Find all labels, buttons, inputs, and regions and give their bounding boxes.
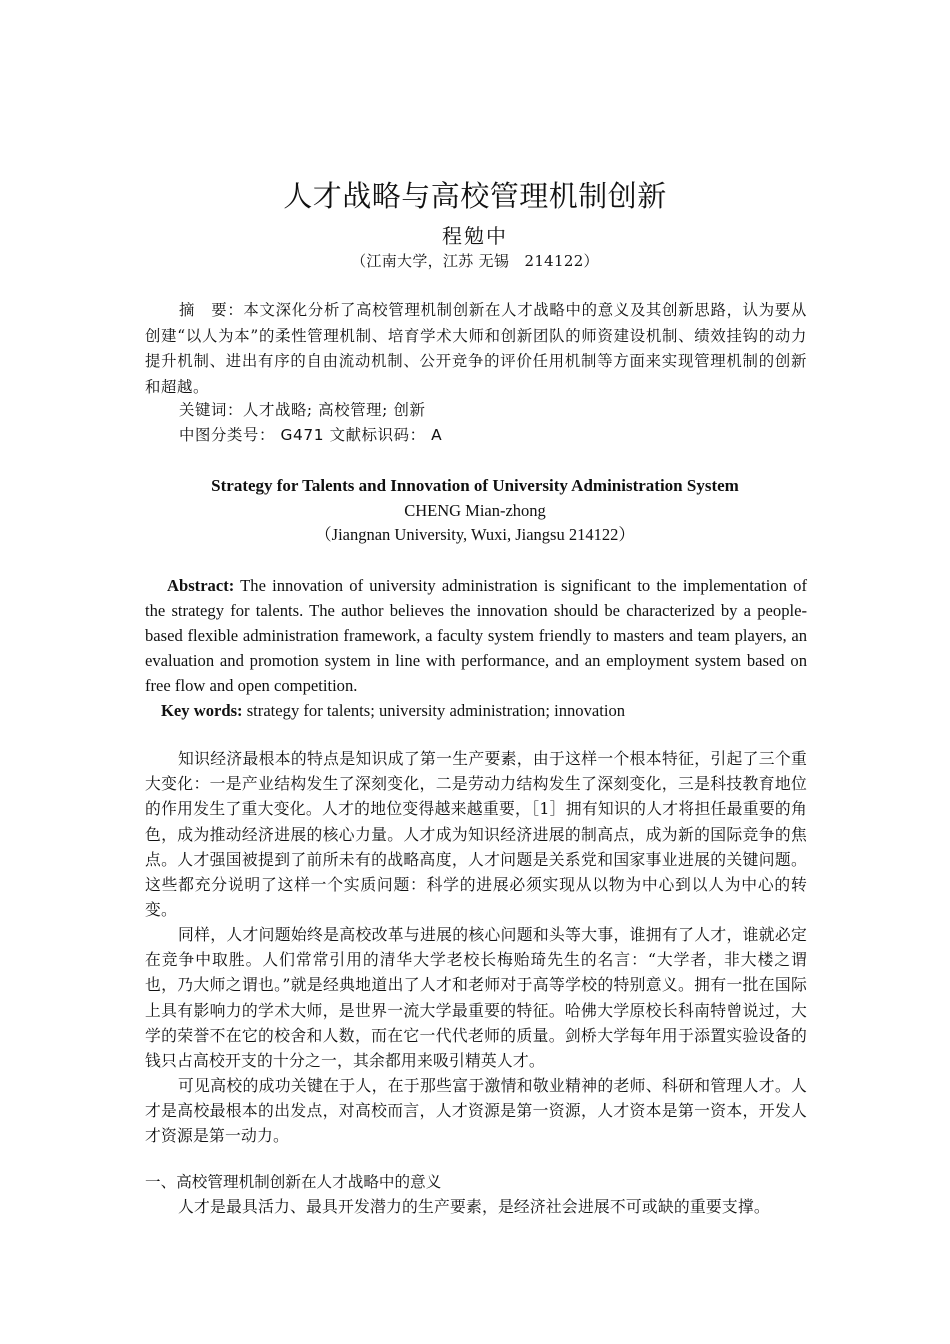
keywords-en-label: Key words: [161, 701, 243, 720]
abstract-cn-label: 摘 要： [179, 301, 244, 319]
body-paragraph: 同样，人才问题始终是高校改革与进展的核心问题和头等大事，谁拥有了人才，谁就必定在竞争中取胜。人们常常引用的清华大学老校长梅贻琦先生的名言：“大学者，非大楼之谓也，乃大师之谓也。”就是经典地道出了人才和老师对于高等学校的特别意义。拥有一批在国际上具有影响力的学术大师，是世界一流大学最重要的特征。哈佛大学原校长科南特曾说过，大学的荣誉不在它的校舍和人数，而在它一代代老师的质量。剑桥大学每年用于添置实验设备的钱只占高校开支的十分之一，其余都用来吸引精英人才。 [145, 925, 807, 1071]
keywords-en-text: strategy for talents; university administration; innovation [242, 701, 626, 720]
clc-label: 中图分类号： [179, 426, 275, 444]
abstract-en [145, 573, 807, 698]
abstract-cn [145, 298, 807, 400]
keywords-cn [179, 398, 425, 422]
author-name-en: CHENG Mian-zhong [404, 501, 546, 520]
section-paragraph: 人才是最具活力、最具开发潜力的生产要素，是经济社会进展不可或缺的重要支撑。 [178, 1197, 770, 1216]
doc-code-label: 文献标识码： [324, 426, 426, 444]
affiliation-en: （Jiangnan University, Wuxi, Jiangsu 214122） [315, 525, 635, 544]
clc-value: G471 [274, 426, 325, 444]
section-heading: 一、高校管理机制创新在人才战略中的意义 [145, 1173, 442, 1191]
keywords-cn-text: 人才战略; 高校管理; 创新 [242, 401, 426, 419]
doc-code-value: A [425, 426, 443, 444]
paper-title-en: Strategy for Talents and Innovation of University Administration System [211, 476, 739, 495]
abstract-en-text: The innovation of university administration is significant to the implementation of the strategy for talents. The author believes the innovation should be characterized by a people-based flexible administration framework, a faculty system friendly to masters and team players, an evaluation and promotion system in line with performance, and an employment system based on free flow and open competition. [145, 576, 807, 695]
body-paragraph: 可见高校的成功关键在于人，在于那些富于激情和敬业精神的老师、科研和管理人才。人才是高校最根本的出发点，对高校而言，人才资源是第一资源，人才资本是第一资本，开发人才资源是第一动力。 [145, 1076, 807, 1146]
affiliation-cn: （江南大学，江苏 无锡 214122） [351, 252, 599, 270]
keywords-en [161, 698, 625, 723]
body-paragraph: 知识经济最根本的特点是知识成了第一生产要素，由于这样一个根本特征，引起了三个重大变化：一是产业结构发生了深刻变化，二是劳动力结构发生了深刻变化，三是科技教育地位的作用发生了重大变化。人才的地位变得越来越重要，［1］拥有知识的人才将担任最重要的角色，成为推动经济进展的核心力量。人才成为知识经济进展的制高点，成为新的国际竞争的焦点。人才强国被提到了前所未有的战略高度，人才问题是关系党和国家事业进展的关键问题。这些都充分说明了这样一个实质问题：科学的进展必须实现从以物为中心到以人为中心的转变。 [145, 749, 807, 920]
abstract-en-label: Abstract: [167, 576, 235, 595]
author-name-cn: 程勉中 [442, 224, 508, 248]
abstract-cn-text: 本文深化分析了高校管理机制创新在人才战略中的意义及其创新思路，认为要从创建“以人为本”的柔性管理机制、培育学术大师和创新团队的师资建设机制、绩效挂钩的动力提升机制、进出有序的自由流动机制、公开竞争的评价任用机制等方面来实现管理机制的创新和超越。 [145, 301, 807, 396]
classification-line [179, 423, 442, 447]
keywords-cn-label: 关键词： [179, 401, 243, 419]
paper-title-cn: 人才战略与高校管理机制创新 [283, 179, 667, 213]
